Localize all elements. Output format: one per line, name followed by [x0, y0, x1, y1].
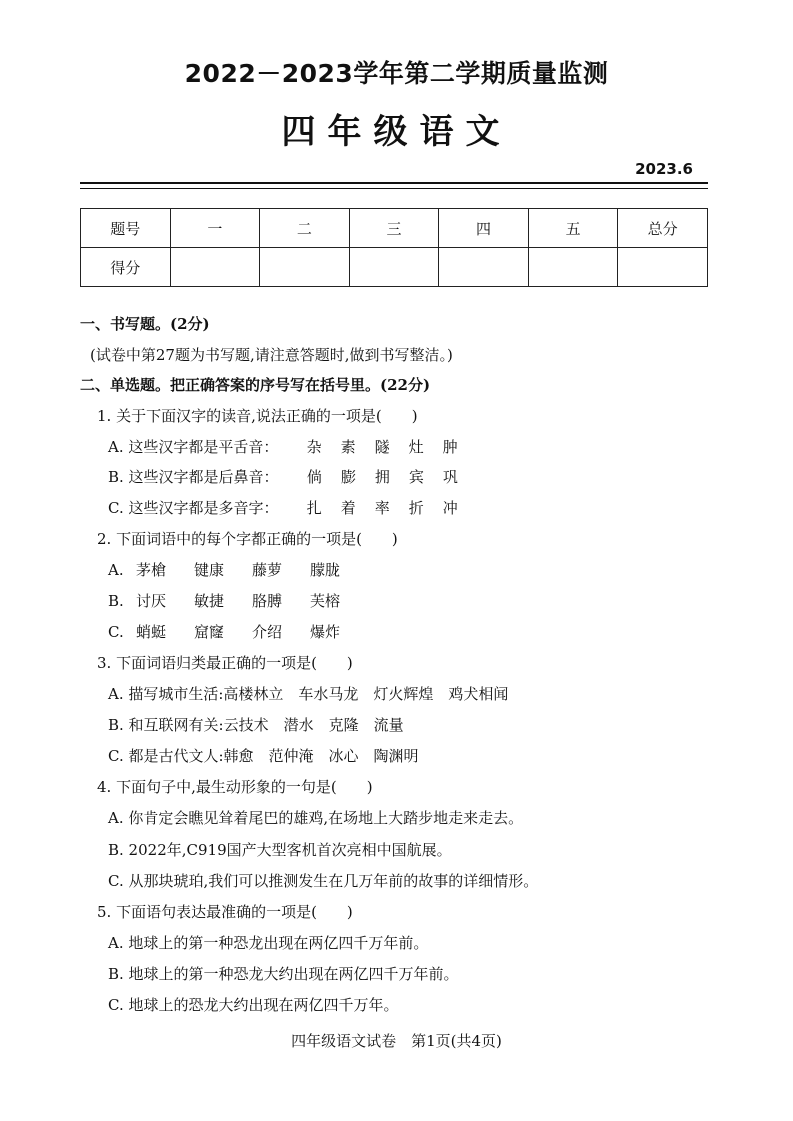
- score-input-cell[interactable]: [528, 248, 618, 287]
- score-input-cell[interactable]: [260, 248, 350, 287]
- section2-heading: 二、单选题。把正确答案的序号写在括号里。(22分): [80, 376, 431, 394]
- q3-option-b: B. 和互联网有关:云技术 潜水 克隆 流量: [108, 716, 404, 734]
- word: 藤萝: [252, 561, 283, 579]
- section1-heading: 一、书写题。(2分): [80, 315, 210, 333]
- exam-subtitle: 四年级语文: [281, 112, 512, 152]
- score-cell: 得分: [81, 248, 171, 287]
- q2-stem: 2. 下面词语中的每个字都正确的一项是( ): [97, 530, 398, 548]
- score-input-cell[interactable]: [439, 248, 529, 287]
- q3-stem: 3. 下面词语归类最正确的一项是( ): [97, 654, 353, 672]
- q4-option-a: A. 你肯定会瞧见耸着尾巴的雄鸡,在场地上大踏步地走来走去。: [108, 809, 524, 827]
- q4-option-c: C. 从那块琥珀,我们可以推测发生在几万年前的故事的详细情形。: [108, 872, 539, 890]
- score-cell: 三: [349, 209, 439, 248]
- word: 朦胧: [310, 561, 341, 579]
- q1-stem: 1. 关于下面汉字的读音,说法正确的一项是( ): [97, 407, 418, 425]
- q1-option-a: [108, 436, 467, 457]
- q2-option-a: [108, 559, 368, 580]
- option-label: B. 这些汉字都是后鼻音：: [108, 468, 279, 486]
- char: 素: [340, 438, 356, 456]
- q1-option-c: [108, 497, 467, 518]
- word: 蛸蜓: [136, 623, 167, 641]
- score-cell: 一: [170, 209, 260, 248]
- word: 爆炸: [310, 623, 341, 641]
- q5-option-b: B. 地球上的第一种恐龙大约出现在两亿四千万年前。: [108, 965, 459, 983]
- q3-option-a: A. 描写城市生活:高楼林立 车水马龙 灯火辉煌 鸡犬相闻: [108, 685, 509, 703]
- q2-option-b: [108, 590, 368, 611]
- page-footer: 四年级语文试卷 第1页(共4页): [291, 1032, 502, 1050]
- char: 扎: [306, 499, 322, 517]
- score-table-header-row: [81, 209, 708, 248]
- score-cell: 二: [260, 209, 350, 248]
- q4-stem: 4. 下面句子中,最生动形象的一句是( ): [97, 778, 373, 796]
- char: 膨: [340, 468, 356, 486]
- word: 窟窿: [194, 623, 225, 641]
- word: 敏捷: [194, 592, 225, 610]
- char: 倘: [306, 468, 322, 486]
- option-label: C.: [108, 623, 124, 641]
- word: 芙榕: [310, 592, 341, 610]
- q2-option-c: [108, 621, 368, 642]
- char: 拥: [374, 468, 390, 486]
- score-cell: 四: [439, 209, 529, 248]
- char: 灶: [408, 438, 424, 456]
- option-label: A.: [108, 561, 124, 579]
- score-input-cell[interactable]: [349, 248, 439, 287]
- option-label: B.: [108, 592, 124, 610]
- score-table: [80, 208, 708, 287]
- section1-note: (试卷中第27题为书写题,请注意答题时,做到书写整洁。): [90, 346, 453, 364]
- char: 率: [374, 499, 390, 517]
- word: 胳膊: [252, 592, 283, 610]
- char: 巩: [442, 468, 458, 486]
- score-input-cell[interactable]: [618, 248, 708, 287]
- word: 键康: [194, 561, 225, 579]
- word: 茅槍: [136, 561, 167, 579]
- char: 宾: [408, 468, 424, 486]
- q5-stem: 5. 下面语句表达最准确的一项是( ): [97, 903, 353, 921]
- header-rule-thin: [80, 188, 708, 189]
- option-label: A. 这些汉字都是平舌音：: [108, 438, 279, 456]
- char: 隧: [374, 438, 390, 456]
- q1-option-b: [108, 466, 467, 487]
- score-input-cell[interactable]: [170, 248, 260, 287]
- score-cell: 五: [528, 209, 618, 248]
- q4-option-b: B. 2022年,C919国产大型客机首次亮相中国航展。: [108, 841, 452, 859]
- header-rule-thick: [80, 182, 708, 184]
- exam-date: 2023.6: [635, 160, 693, 178]
- score-cell: 总分: [618, 209, 708, 248]
- char: 杂: [306, 438, 322, 456]
- q3-option-c: C. 都是古代文人:韩愈 范仲淹 冰心 陶渊明: [108, 747, 419, 765]
- char: 肿: [442, 438, 458, 456]
- q5-option-a: A. 地球上的第一种恐龙出现在两亿四千万年前。: [108, 934, 429, 952]
- q5-option-c: C. 地球上的恐龙大约出现在两亿四千万年。: [108, 996, 399, 1014]
- word: 介绍: [252, 623, 283, 641]
- word: 讨厌: [136, 592, 167, 610]
- char: 冲: [442, 499, 458, 517]
- char: 折: [408, 499, 424, 517]
- score-table-score-row: [81, 248, 708, 287]
- score-cell: 题号: [81, 209, 171, 248]
- option-label: C. 这些汉字都是多音字：: [108, 499, 279, 517]
- char: 着: [340, 499, 356, 517]
- exam-title: 2022－2023学年第二学期质量监测: [184, 59, 609, 88]
